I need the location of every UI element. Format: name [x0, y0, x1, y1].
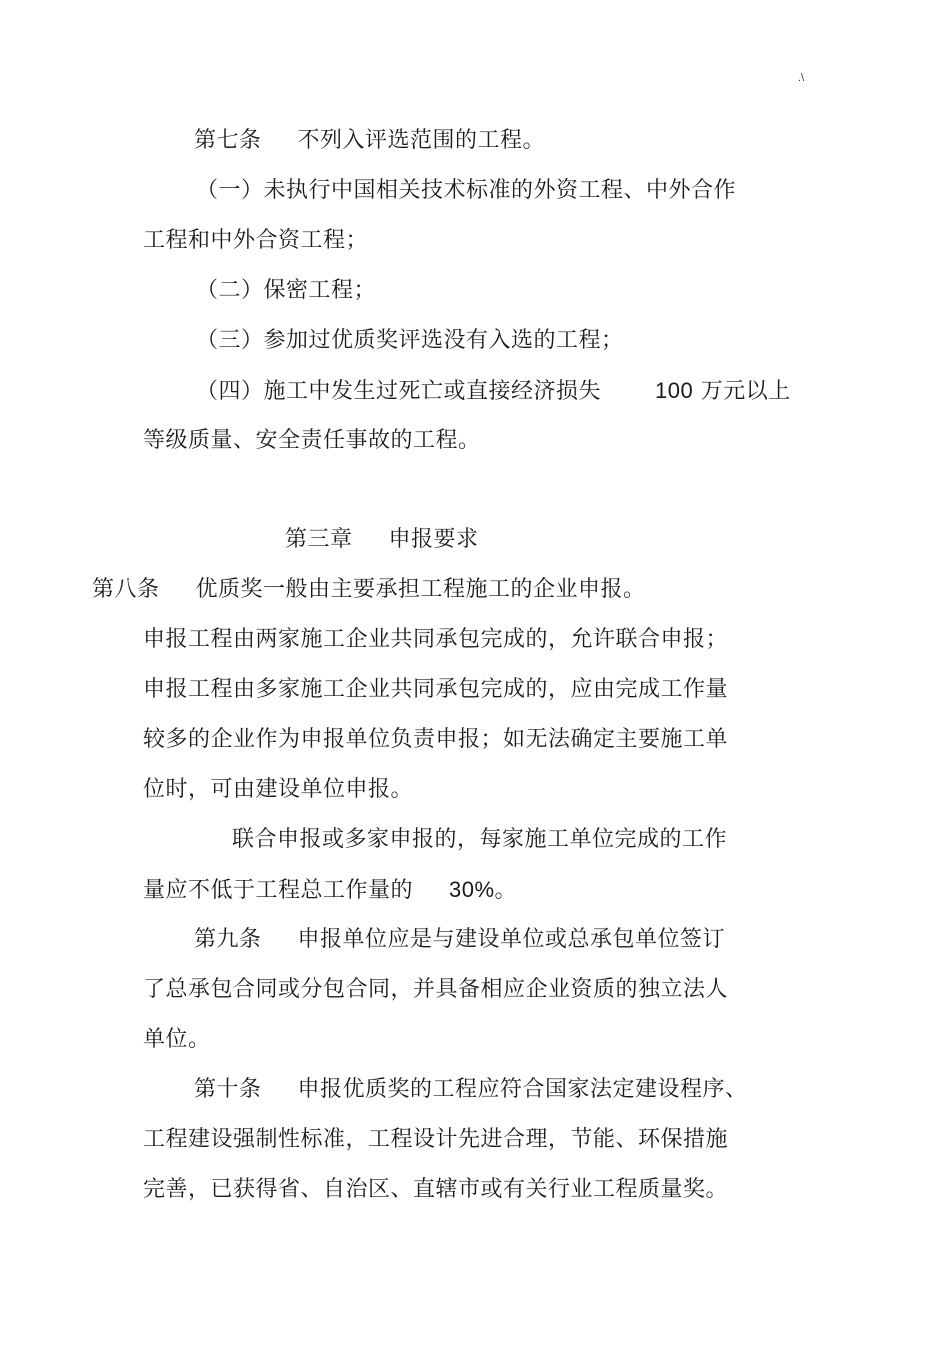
article-9-line-1 — [194, 925, 725, 955]
article-10-line-1 — [194, 1075, 748, 1105]
article-7-item-4-amount: 100 — [655, 378, 694, 403]
article-9-line-2: 了总承包合同或分包合同，并具备相应企业资质的独立法人 — [143, 977, 729, 1002]
chapter-3-title: 申报要求 — [388, 527, 479, 552]
article-10-line-2: 工程建设强制性标准，工程设计先进合理，节能、环保措施 — [143, 1127, 729, 1152]
article-7-title: 不列入评选范围的工程。 — [297, 128, 546, 153]
article-7-heading — [194, 126, 545, 156]
article-7-item-4-tail: 万元以上 — [700, 379, 791, 404]
article-8-title: 优质奖一般由主要承担工程施工的企业申报。 — [195, 577, 646, 602]
article-8-para-1: 申报工程由两家施工企业共同承包完成的，允许联合申报； — [143, 627, 729, 652]
article-7-item-4-line-2: 等级质量、安全责任事故的工程。 — [143, 428, 481, 453]
article-8-para-2-line-2: 较多的企业作为申报单位负责申报；如无法确定主要施工单 — [143, 727, 729, 752]
article-8-para-3-line-2 — [143, 875, 517, 906]
article-7-item-4-text: （四）施工中发生过死亡或直接经济损失 — [196, 379, 602, 404]
article-8-label: 第八条 — [92, 577, 160, 602]
chapter-3-heading — [285, 525, 479, 555]
article-7-item-2: （二）保密工程； — [196, 278, 377, 303]
article-8-para-3-percent: 30%。 — [449, 877, 518, 902]
article-7-item-1-line-2: 工程和中外合资工程； — [143, 228, 369, 253]
article-7-label: 第七条 — [194, 128, 262, 153]
article-8-para-3-text: 量应不低于工程总工作量的 — [143, 878, 414, 903]
article-10-line-3: 完善，已获得省、自治区、直辖市或有关行业工程质量奖。 — [143, 1177, 729, 1202]
article-9-line-3: 单位。 — [143, 1027, 211, 1052]
article-9-text-1: 申报单位应是与建设单位或总承包单位签订 — [297, 927, 726, 952]
header-mark: .\ — [798, 72, 805, 84]
article-8-para-2-line-3: 位时，可由建设单位申报。 — [143, 777, 414, 802]
article-7-item-3: （三）参加过优质奖评选没有入选的工程； — [196, 328, 624, 353]
article-9-label: 第九条 — [194, 927, 262, 952]
article-10-label: 第十条 — [194, 1077, 262, 1102]
article-7-item-4-line-1 — [196, 376, 791, 407]
article-7-item-1-line-1: （一）未执行中国相关技术标准的外资工程、中外合作 — [196, 178, 737, 203]
article-10-text-1: 申报优质奖的工程应符合国家法定建设程序、 — [297, 1077, 748, 1102]
chapter-3-label: 第三章 — [285, 527, 353, 552]
article-8-para-3-line-1: 联合申报或多家申报的，每家施工单位完成的工作 — [232, 827, 728, 852]
article-8-heading — [92, 575, 646, 605]
article-8-para-2-line-1: 申报工程由多家施工企业共同承包完成的，应由完成工作量 — [143, 677, 729, 702]
